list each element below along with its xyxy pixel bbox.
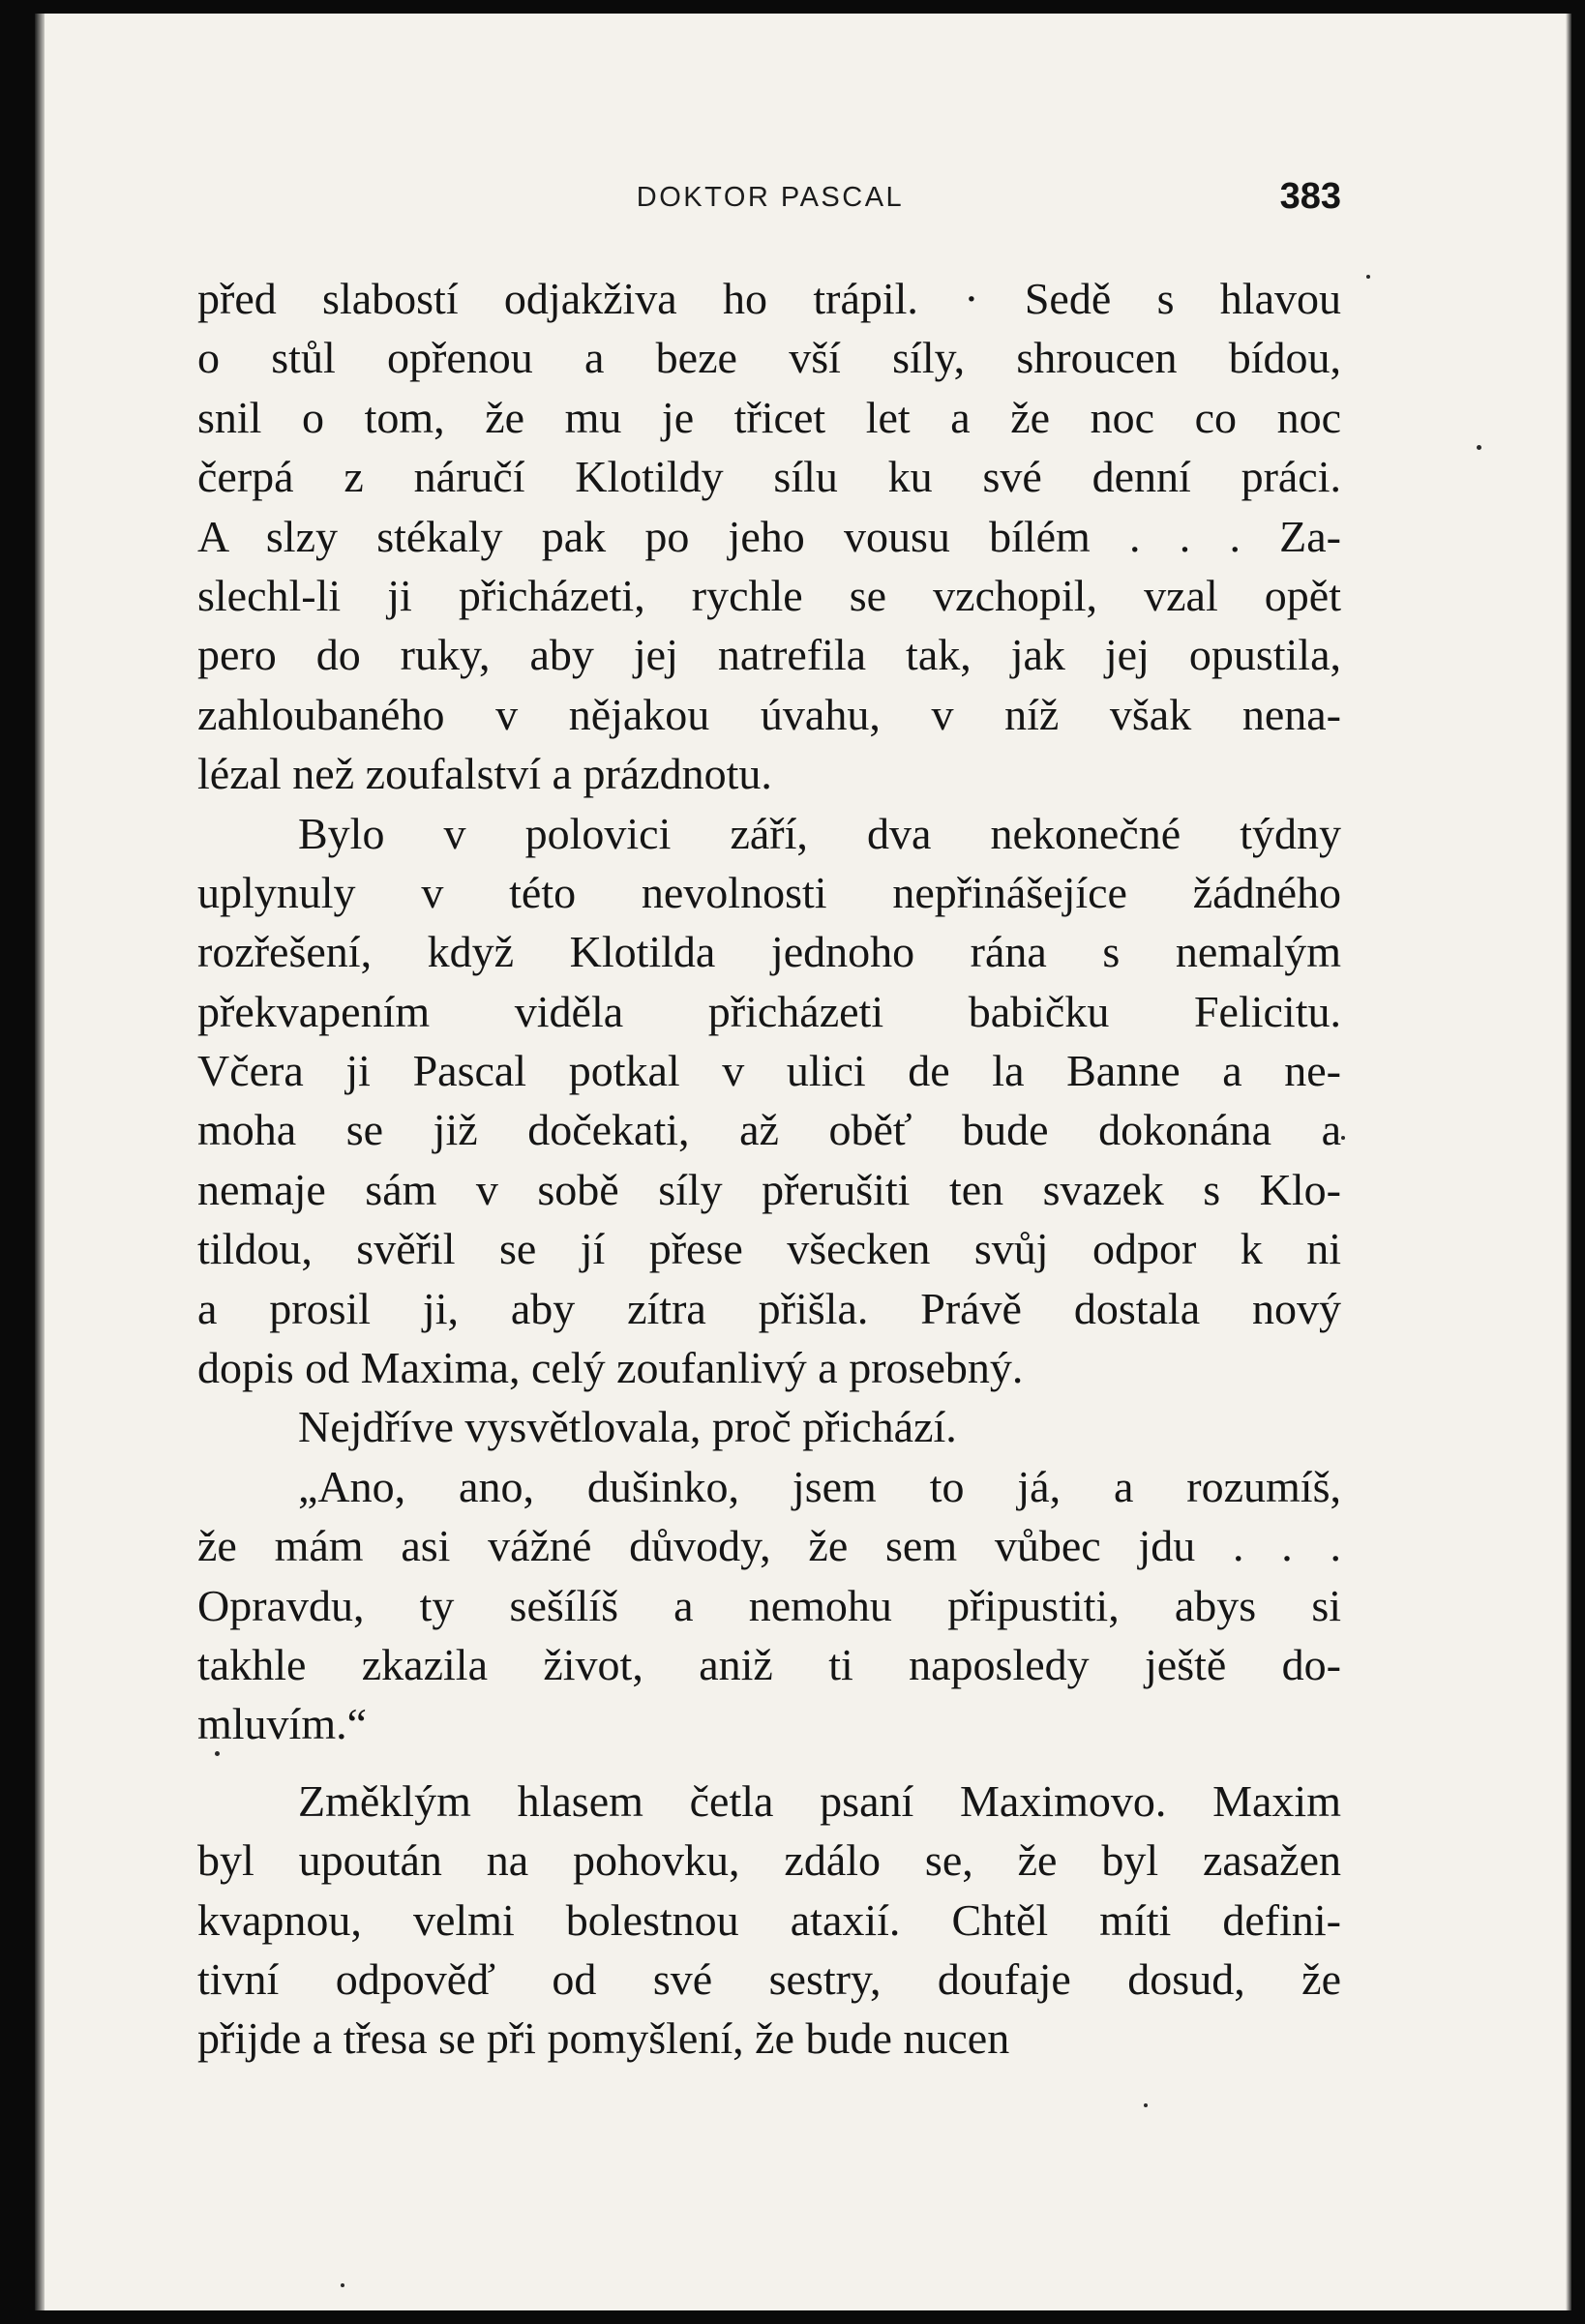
text-line: Včera ji Pascal potkal v ulici de la Banne a ne- — [197, 1046, 1341, 1096]
text-line: přijde a třesa se při pomyšlení, že bude nucen — [197, 2013, 1010, 2064]
paragraph-spacing — [197, 1754, 1341, 1772]
text-line: takhle zkazila život, aniž ti naposledy ještě do- — [197, 1639, 1341, 1689]
text-line: před slabostí odjakživa ho trápil. · Sedě s hlavou — [197, 274, 1341, 323]
page-binding-shadow — [35, 14, 45, 2310]
text-line: že mám asi vážné důvody, že sem vůbec jdu . . . — [197, 1521, 1341, 1571]
text-line: lézal než zoufalství a prázdnotu. — [197, 749, 772, 799]
text-line: čerpá z náručí Klotildy sílu ku své denní práci. — [197, 452, 1341, 502]
text-line: uplynuly v této nevolnosti nepřinášejíce žádného — [197, 867, 1341, 917]
page-edge-shadow — [1566, 14, 1571, 2310]
book-page — [35, 14, 1571, 2310]
paper-speck — [1366, 275, 1370, 279]
text-line: mluvím.“ — [197, 1699, 368, 1749]
body-text — [197, 269, 1341, 2069]
paper-speck — [341, 2283, 344, 2287]
paper-speck — [215, 1751, 220, 1756]
text-line: moha se již dočekati, až oběť bude dokonána a — [197, 1105, 1341, 1155]
paper-speck — [1144, 2103, 1148, 2107]
text-line: tivní odpověď od své sestry, doufaje dosud, že — [197, 1953, 1341, 2004]
text-line: a prosil ji, aby zítra přišla. Právě dostala nový — [197, 1283, 1341, 1333]
text-line: snil o tom, že mu je třicet let a že noc co noc — [197, 392, 1341, 442]
page-number: 383 — [1279, 176, 1341, 217]
text-line: Nejdříve vysvětlovala, proč přichází. — [298, 1402, 957, 1452]
text-line: tildou, svěřil se jí přese všecken svůj odpor k ni — [197, 1224, 1341, 1274]
text-line: překvapením viděla přicházeti babičku Felicitu. — [197, 986, 1341, 1036]
text-line: A slzy stékaly pak po jeho vousu bílém . . . Za- — [197, 511, 1341, 561]
running-title: DOKTOR PASCAL — [636, 182, 905, 213]
text-line: Opravdu, ty sešílíš a nemohu připustiti, abys si — [197, 1580, 1341, 1630]
text-line: zahloubaného v nějakou úvahu, v níž však nena- — [197, 689, 1341, 739]
text-line: pero do ruky, aby jej natrefila tak, jak jej opustila, — [197, 630, 1341, 680]
text-line: slechl-li ji přicházeti, rychle se vzchopil, vzal opět — [197, 570, 1341, 620]
text-line: „Ano, ano, dušinko, jsem to já, a rozumíš, — [298, 1461, 1341, 1511]
page-header — [199, 176, 1341, 226]
paper-speck — [1341, 1136, 1345, 1140]
text-line: dopis od Maxima, celý zoufanlivý a prosebný. — [197, 1343, 1024, 1393]
paper-speck — [1477, 445, 1481, 450]
text-line: Změklým hlasem četla psaní Maximovo. Maxim — [298, 1775, 1341, 1826]
text-line: kvapnou, velmi bolestnou ataxií. Chtěl míti defini- — [197, 1894, 1341, 1945]
text-line: nemaje sám v sobě síly přerušiti ten svazek s Klo- — [197, 1164, 1341, 1214]
text-line: o stůl opřenou a beze vší síly, shroucen bídou, — [197, 333, 1341, 383]
text-line: Bylo v polovici září, dva nekonečné týdny — [298, 808, 1341, 858]
text-line: rozřešení, když Klotilda jednoho rána s nemalým — [197, 927, 1341, 977]
text-line: byl upoután na pohovku, zdálo se, že byl zasažen — [197, 1835, 1341, 1886]
